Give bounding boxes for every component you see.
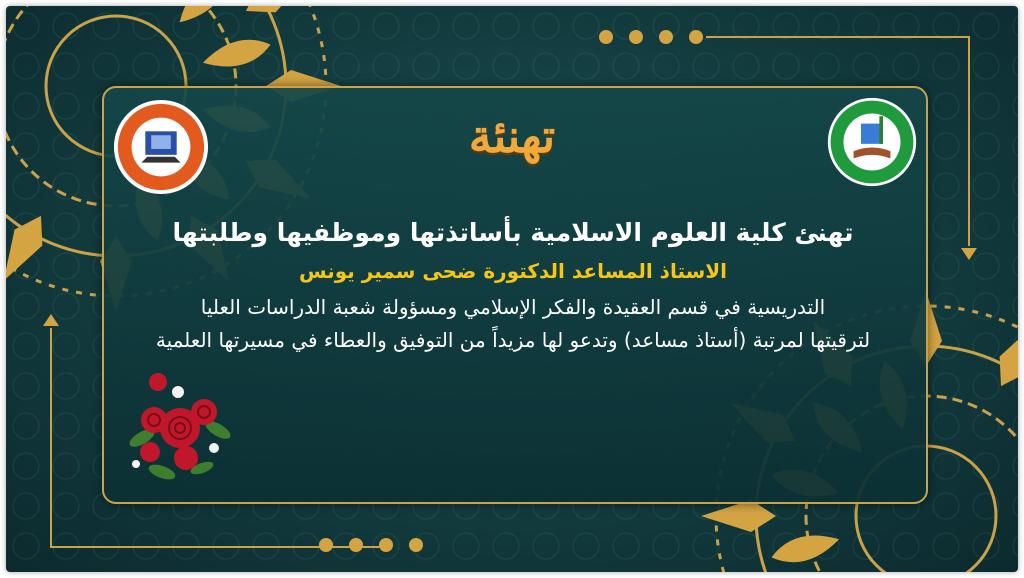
arrow-up-icon — [42, 314, 60, 332]
greeting-line: تهنئ كلية العلوم الاسلامية بأساتذتها وموظفيها وطلبتها — [172, 218, 854, 247]
honoree-name: الاستاذ المساعد الدكتورة ضحى سمير يونس — [298, 259, 728, 283]
roses-bouquet-icon — [122, 368, 238, 486]
promotion-line: لترقيتها لمرتبة (أستاذ مساعد) وتدعو لها مزيداً من التوفيق والعطاء في مسيرتها العلمية — [155, 328, 871, 352]
congratulation-card — [6, 6, 1018, 572]
top-flourish-icon — [586, 26, 726, 48]
bottom-flourish-icon — [306, 534, 446, 556]
position-line: التدريسية في قسم العقيدة والفكر الإسلامي ومسؤولة شعبة الدراسات العليا — [200, 295, 826, 319]
left-deco-line — [50, 328, 52, 548]
card-title: تهنئة — [468, 109, 556, 163]
arrow-down-icon — [960, 242, 978, 260]
top-right-deco-line — [706, 36, 968, 38]
